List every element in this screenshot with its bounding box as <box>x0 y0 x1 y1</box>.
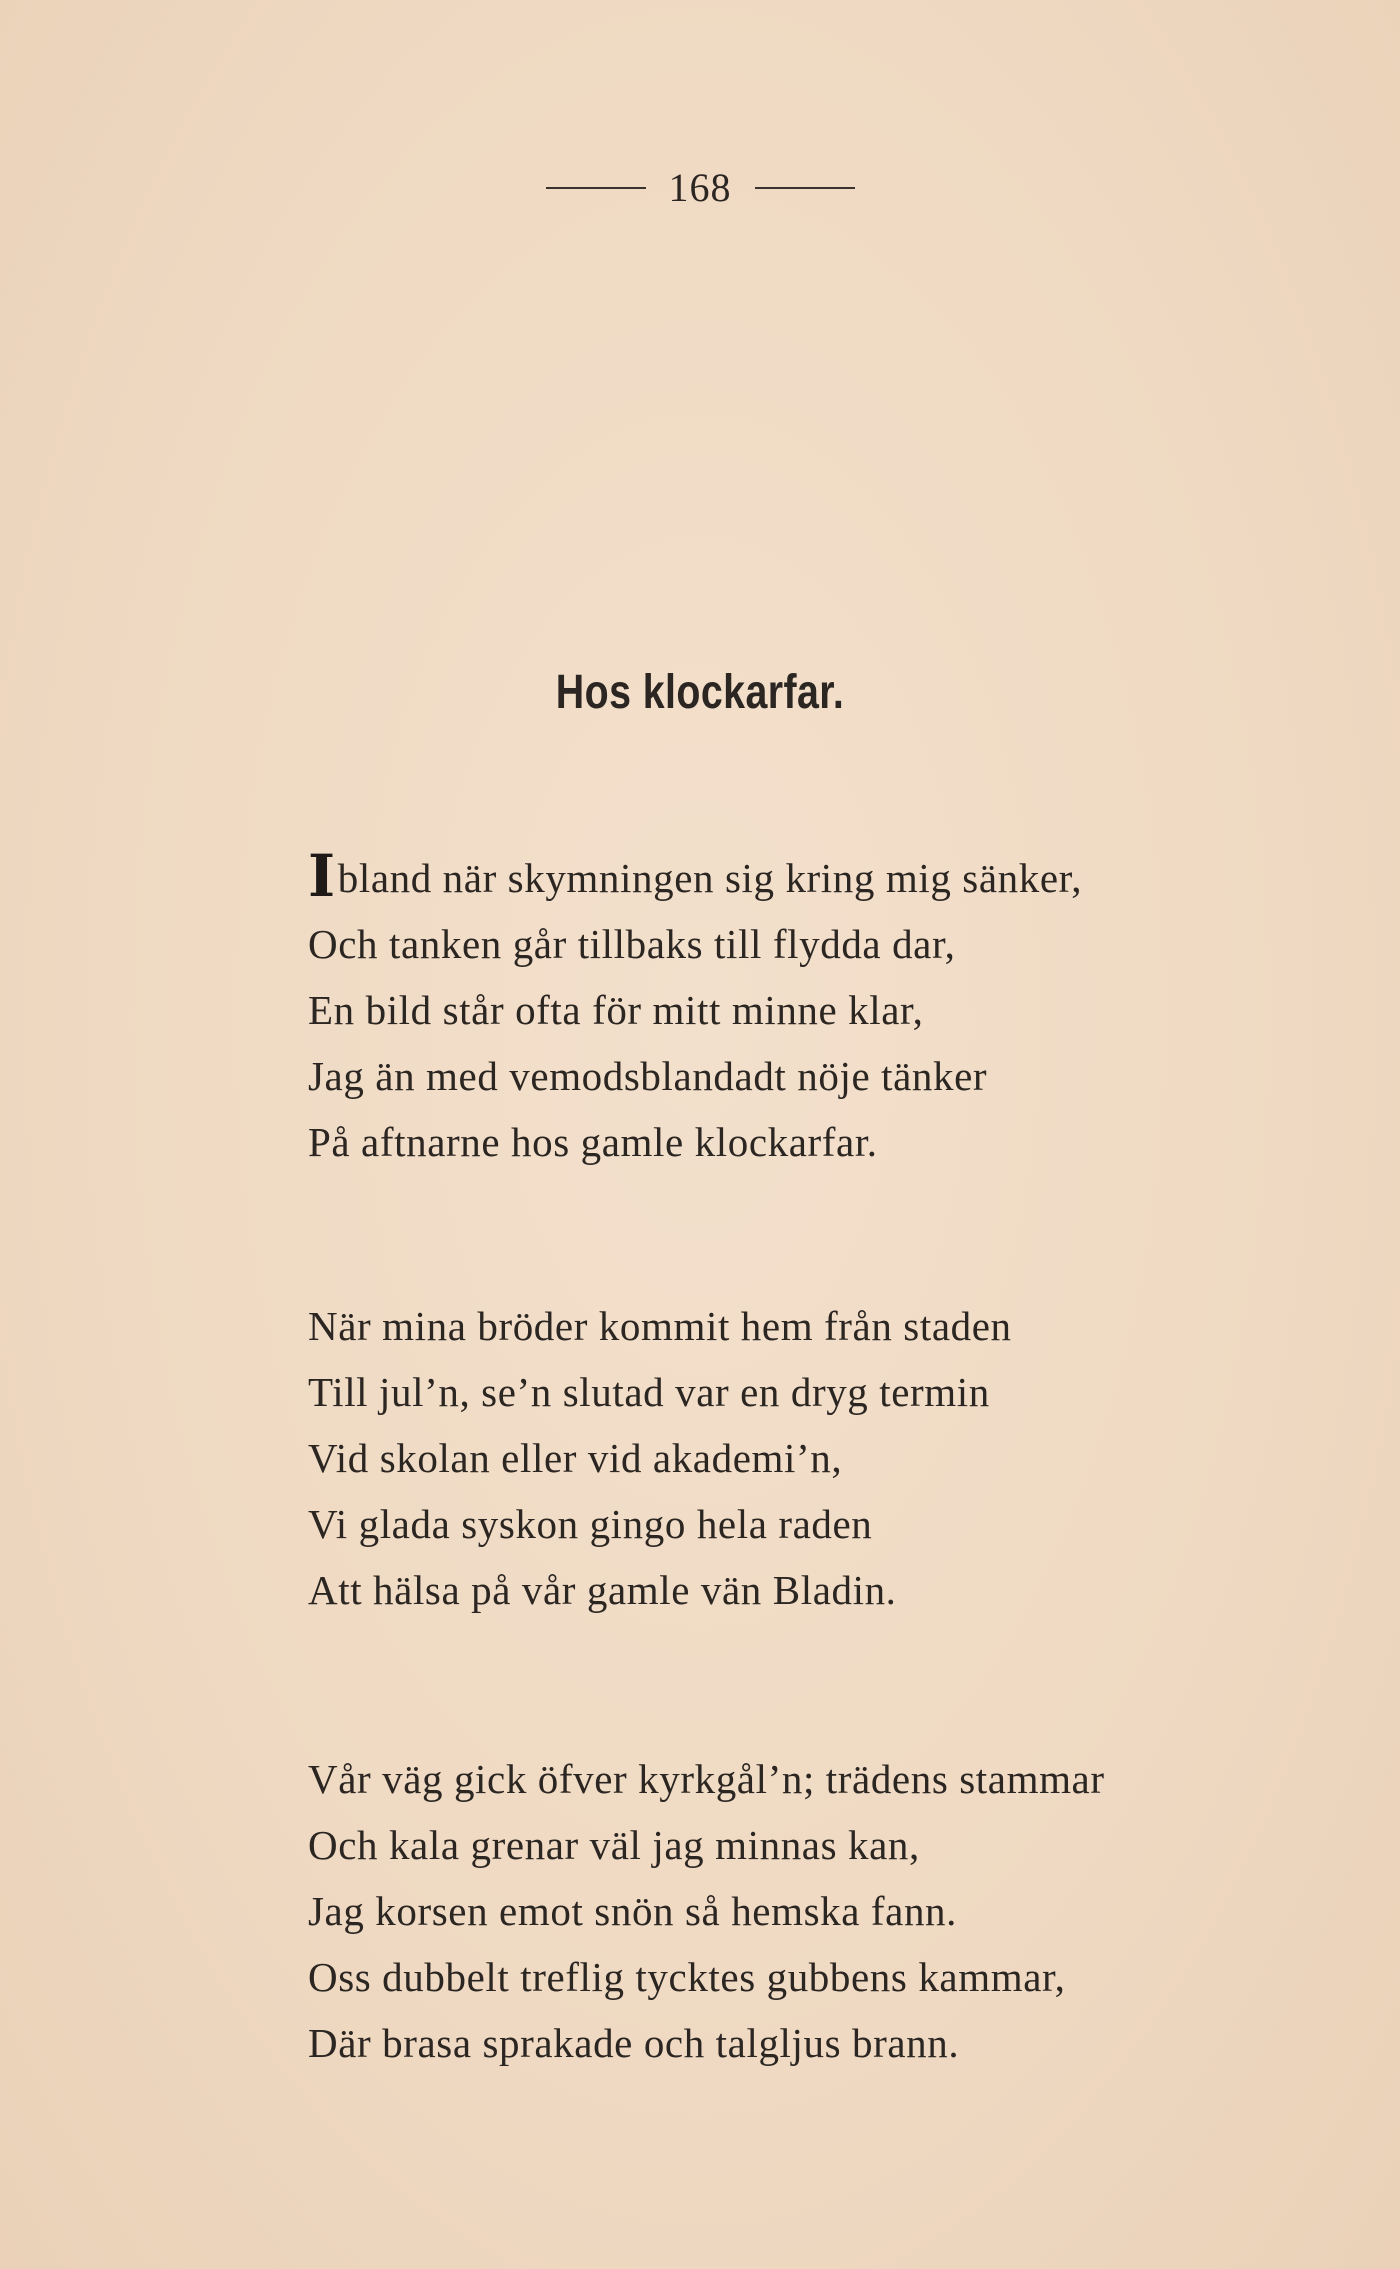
verse-line: Och tanken går tillbaks till flydda dar, <box>308 921 956 967</box>
verse-line: Vid skolan eller vid akademi’n, <box>308 1435 843 1481</box>
stanza-3 <box>308 1746 1348 2076</box>
stanza-1 <box>308 842 1348 1175</box>
verse-line-rest: bland när skymningen sig kring mig sänker, <box>337 855 1083 901</box>
verse-line: Jag än med vemodsblandadt nöje tänker <box>308 1053 988 1099</box>
poem-title: Hos klockarfar. <box>555 666 845 719</box>
verse-line: När mina bröder kommit hem från staden <box>308 1303 1012 1349</box>
stanza-2 <box>308 1293 1348 1623</box>
verse-line: Att hälsa på vår gamle vän Bladin. <box>308 1567 897 1613</box>
verse-line <box>308 842 1348 911</box>
verse-line: Oss dubbelt treflig tycktes gubbens kammar, <box>308 1954 1066 2000</box>
verse-line: På aftnarne hos gamle klockarfar. <box>308 1119 878 1165</box>
verse-line: Till jul’n, se’n slutad var en dryg termin <box>308 1369 990 1415</box>
page-header <box>0 160 1400 211</box>
header-rule-left <box>546 187 646 189</box>
page-number: 168 <box>668 165 732 211</box>
drop-cap-initial: I <box>308 842 336 910</box>
verse-line: Där brasa sprakade och talgljus brann. <box>308 2020 960 2066</box>
verse-line: Jag korsen emot snön så hemska fann. <box>308 1888 957 1934</box>
verse-line: Vår väg gick öfver kyrkgål’n; trädens stammar <box>308 1756 1105 1802</box>
verse-line: En bild står ofta för mitt minne klar, <box>308 987 924 1033</box>
verse-line: Och kala grenar väl jag minnas kan, <box>308 1822 920 1868</box>
verse-line: Vi glada syskon gingo hela raden <box>308 1501 873 1547</box>
header-rule-right <box>755 187 855 189</box>
